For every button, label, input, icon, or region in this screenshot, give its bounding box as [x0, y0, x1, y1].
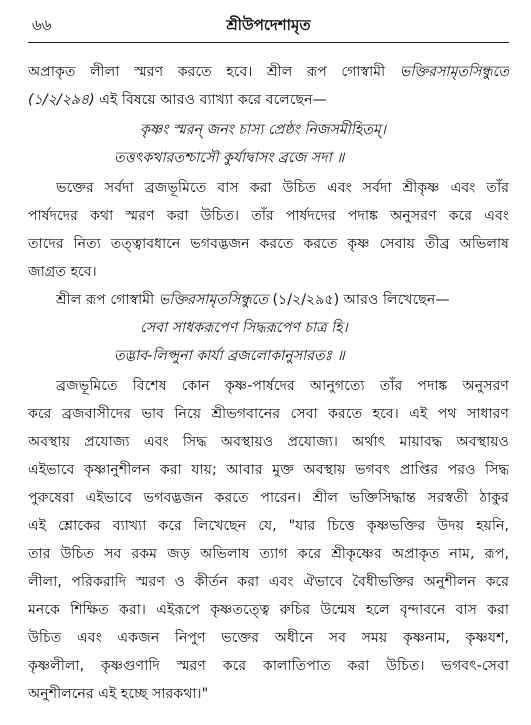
- header-rule: [28, 42, 509, 43]
- book-title: ভক্তিরসামৃতসিন্ধুতে: [158, 292, 268, 308]
- text-line: এই শ্লোকের ব্যাখ্যা করে লিখেছেন যে, "যার চিত্তে কৃষ্ণভক্তির উদয় হয়নি,: [28, 518, 509, 534]
- text-line: তার উচিত সব রকম জড় অভিলাষ ত্যাগ করে শ্রীকৃষ্ণের অপ্রাকৃত নাম, রূপ,: [28, 546, 509, 562]
- verse-line: সেবা সাধকরূপেণ সিদ্ধরূপেণ চাত্র হি।: [140, 320, 348, 336]
- text-line: শ্রীল রূপ গোস্বামী ভক্তিরসামৃতসিন্ধুতে (১/২/২৯৫) আরও লিখেছেন—: [56, 292, 450, 308]
- text-line: ভক্তের সর্বদা ব্রজভূমিতে বাস করা উচিত এবং সর্বদা শ্রীকৃষ্ণ এবং তাঁর: [56, 180, 509, 196]
- text-line: জাগ্রত হবে।: [28, 264, 97, 280]
- text-line: অনুশীলনের এই হচ্ছে সারকথা।": [28, 686, 209, 702]
- text-line: ব্রজভূমিতে বিশেষ কোন কৃষ্ণ-পার্ষদের আনুগত্যে তাঁর পদাঙ্ক অনুসরণ: [56, 378, 509, 394]
- text-line: পার্ষদদের কথা স্মরণ করা উচিত। তাঁর পার্ষদদের পদাঙ্ক অনুসরণ করে এবং: [28, 208, 509, 224]
- running-title: শ্রীউপদেশামৃত: [226, 16, 311, 34]
- text-line: করে ব্রজবাসীদের ভাব নিয়ে শ্রীভগবানের সেবা করতে হবে। এই পথ সাধারণ: [28, 406, 509, 422]
- text-line: এইভাবে কৃষ্ণানুশীলন করা যায়; আবার মুক্ত অবস্থায় ভগবৎ প্রাপ্তির পরও সিদ্ধ: [28, 462, 509, 478]
- book-title: ভক্তিরসামৃতসিন্ধুতে: [399, 64, 509, 80]
- text-line: অবস্থায় প্রযোজ্য এবং সিদ্ধ অবস্থায়ও প্রযোজ্য। অর্থাৎ মায়াবদ্ধ অবস্থায়ও: [28, 434, 509, 450]
- verse-line: কৃষ্ণং স্মরন্ জনং চাস্য প্রেষ্ঠং নিজসমীহিতম্।: [140, 122, 386, 138]
- text-line: উচিত এবং একজন নিপুণ ভক্তের অধীনে সব সময় কৃষ্ণনাম, কৃষ্ণযশ,: [28, 630, 509, 646]
- text-line: লীলা, পরিকরাদি স্মরণ ও কীর্তন করা এবং ঐভাবে বৈধীভক্তির অনুশীলন করে: [28, 574, 509, 590]
- text-line: অপ্রাকৃত লীলা স্মরণ করতে হবে। শ্রীল রূপ গোস্বামী ভক্তিরসামৃতসিন্ধুতে: [28, 64, 509, 80]
- text-line: (১/২/২৯৪) এই বিষয়ে আরও ব্যাখ্যা করে বলেছেন—: [28, 92, 327, 108]
- text-line: মনকে শিক্ষিত করা। এইরূপে কৃষ্ণতত্ত্বে রুচির উন্মেষ হলে বৃন্দাবনে বাস করা: [28, 602, 509, 618]
- page-header: [28, 14, 509, 36]
- text-line: পুরুষেরা এইভাবে ভগবদ্ভজন করতে পারেন। শ্রীল ভক্তিসিদ্ধান্ত সরস্বতী ঠাকুর: [28, 490, 509, 506]
- verse-line: তদ্ভাব-লিপ্সুনা কার্যা ব্রজলোকানুসারতঃ ॥: [114, 348, 345, 364]
- page-number: ৬৬: [32, 16, 52, 34]
- verse-reference: (১/২/২৯৪): [28, 92, 95, 108]
- verse-line: তত্তৎকথারতশ্চাসৌ কুর্যাদ্বাসং ব্রজে সদা ॥: [114, 150, 345, 166]
- text-line: কৃষ্ণলীলা, কৃষ্ণগুণাদি স্মরণ করে কালাতিপাত করা উচিত। ভগবৎ-সেবা: [28, 658, 509, 674]
- text-line: তাদের নিত্য তত্ত্বাবধানে ভগবদ্ভজন করতে করতে কৃষ্ণ সেবায় তীব্র অভিলাষ: [28, 236, 509, 252]
